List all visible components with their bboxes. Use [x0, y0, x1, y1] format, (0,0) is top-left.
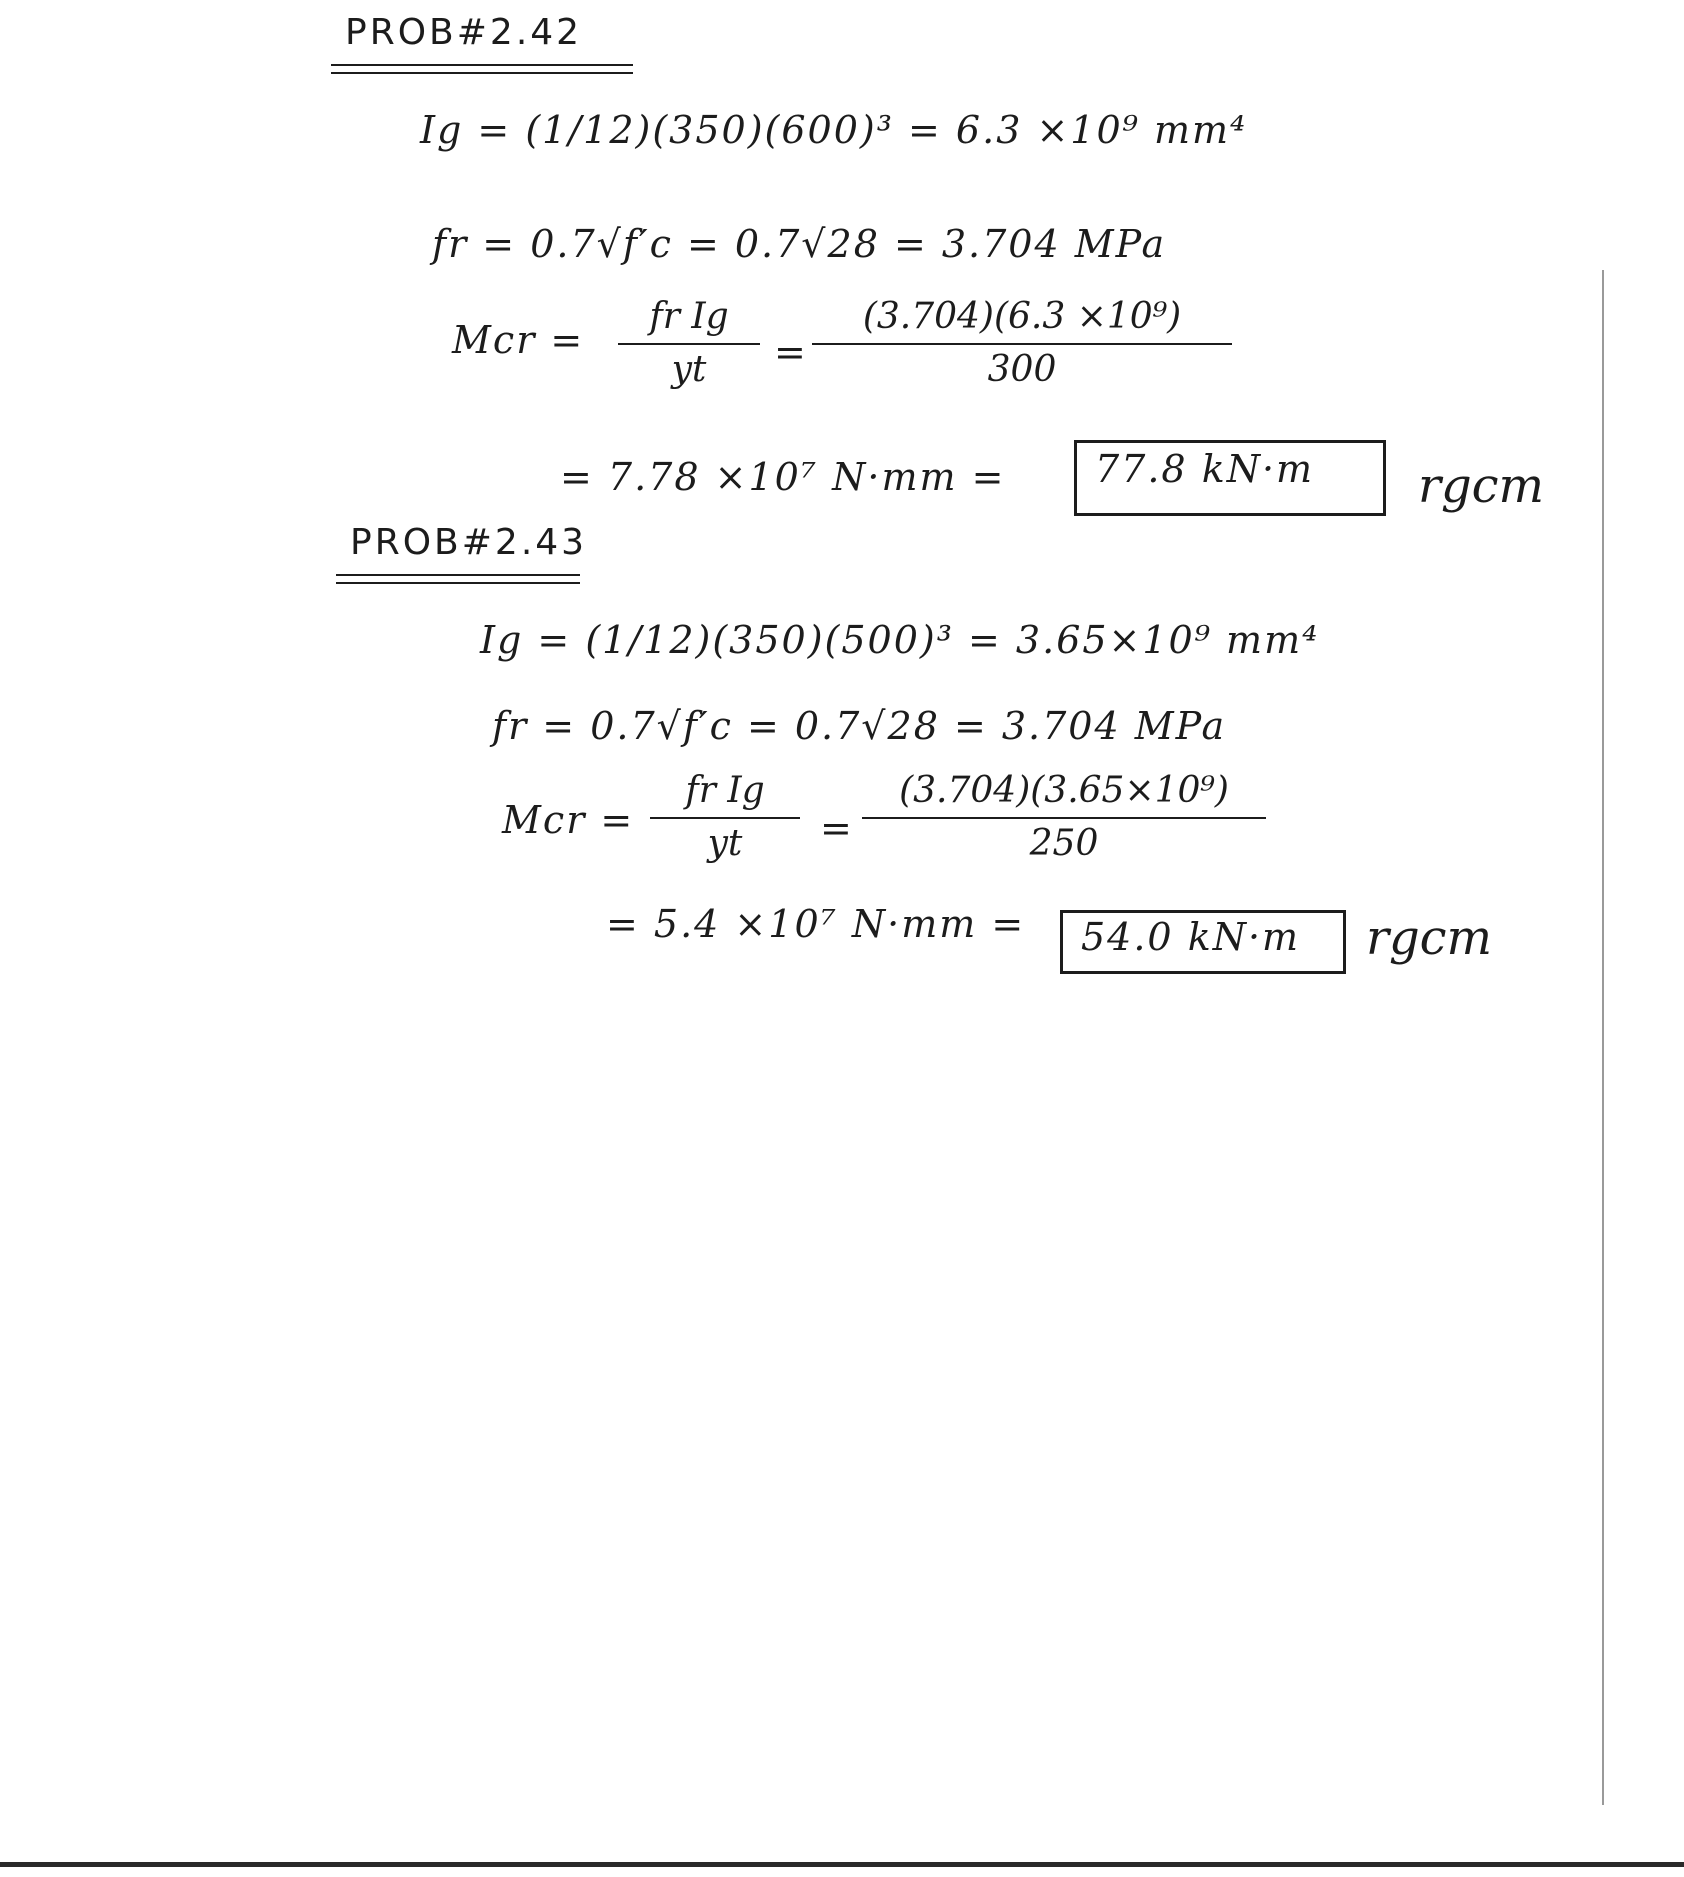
fraction-numerator: (3.704)(3.65×10⁹)	[899, 770, 1229, 811]
modulus-of-rupture-line	[492, 704, 1226, 748]
equals-sign: =	[820, 806, 854, 850]
cracking-moment-label: Mcr =	[452, 318, 585, 362]
fr-label: fr =	[432, 222, 517, 266]
problem-heading-text: PROB#2.42	[345, 12, 583, 53]
fraction-denominator: yt	[671, 349, 707, 390]
heading-underline	[336, 574, 580, 576]
ig-expression: (1/12)(350)(500)³ = 3.65×10⁹ mm⁴	[585, 618, 1320, 662]
heading-underline	[331, 72, 633, 74]
fr-label: fr =	[492, 704, 577, 748]
boxed-answer: 77.8 kN·m	[1074, 440, 1386, 516]
fraction-denominator: 250	[1029, 823, 1099, 864]
cracking-moment-substitution	[812, 296, 1232, 390]
page-edge-rule	[1602, 270, 1604, 1805]
ig-label: Ig =	[480, 618, 572, 662]
heading-underline	[336, 582, 580, 584]
fr-expression: 0.7√f′c = 0.7√28 = 3.704 MPa	[530, 222, 1167, 266]
moment-of-inertia-line	[420, 108, 1247, 152]
problem-heading-text: PROB#2.43	[350, 522, 588, 563]
cracking-moment-substitution	[862, 770, 1266, 864]
page-bottom-rule	[0, 1862, 1684, 1867]
fraction-numerator: (3.704)(6.3 ×10⁹)	[862, 296, 1182, 337]
cracking-moment-fraction	[618, 296, 760, 390]
cracking-moment-result: = 7.78 ×10⁷ N·mm =	[560, 455, 1006, 499]
heading-underline	[331, 64, 633, 66]
cracking-moment-result: = 5.4 ×10⁷ N·mm =	[606, 902, 1026, 946]
ig-expression: (1/12)(350)(600)³ = 6.3 ×10⁹ mm⁴	[525, 108, 1248, 152]
ig-label: Ig =	[420, 108, 512, 152]
moment-of-inertia-line	[480, 618, 1319, 662]
fr-expression: 0.7√f′c = 0.7√28 = 3.704 MPa	[590, 704, 1227, 748]
grader-initials: rgcm	[1418, 458, 1545, 514]
equals-sign: =	[774, 330, 808, 374]
fraction-denominator: yt	[707, 823, 743, 864]
problem-heading	[345, 12, 582, 53]
modulus-of-rupture-line	[432, 222, 1166, 266]
fraction-denominator: 300	[987, 349, 1057, 390]
fraction-numerator: fr Ig	[649, 296, 729, 337]
boxed-answer: 54.0 kN·m	[1060, 910, 1346, 974]
grader-initials: rgcm	[1366, 910, 1493, 966]
fraction-numerator: fr Ig	[685, 770, 765, 811]
cracking-moment-label: Mcr =	[502, 798, 635, 842]
problem-heading	[350, 522, 587, 563]
cracking-moment-fraction	[650, 770, 800, 864]
